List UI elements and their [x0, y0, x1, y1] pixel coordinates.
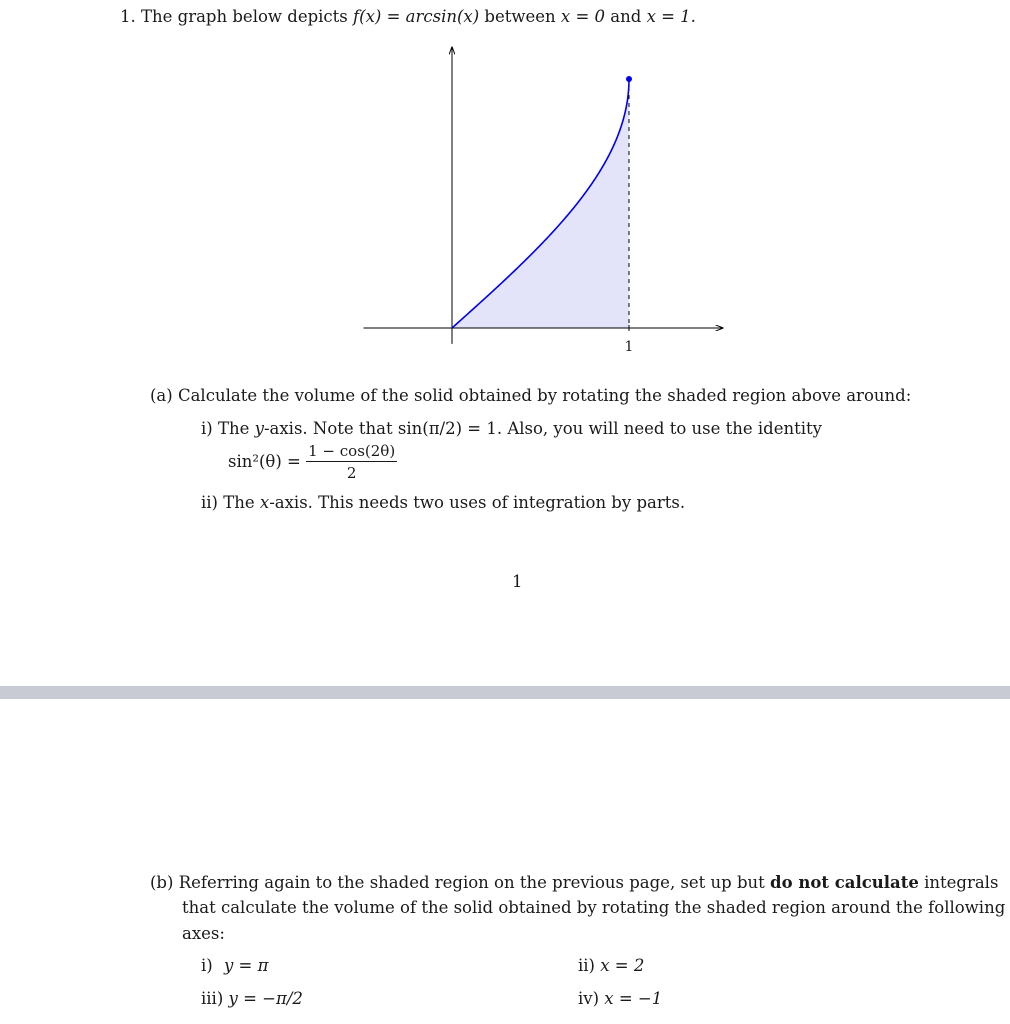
part-b-item-ii: [578, 956, 644, 976]
identity-denominator: 2: [346, 464, 357, 482]
intro-x0: x = 0: [560, 7, 606, 26]
part-b-item-label: i): [201, 956, 213, 975]
page-number: 1: [512, 572, 523, 591]
identity-fraction: [306, 442, 397, 482]
part-b-line1-pre: Referring again to the shaded region on the previous page, set up but: [178, 873, 765, 892]
identity-lhs: sin²(θ) =: [228, 452, 301, 471]
part-b-item-iv: [578, 989, 662, 1009]
part-a-ii: [201, 493, 685, 513]
page-separator: [0, 686, 1010, 699]
part-b-bold-text: do not calculate: [770, 873, 919, 892]
part-b-line-1: [150, 873, 998, 893]
part-b-item-iii: [201, 989, 303, 1009]
part-b-item-eq: y = π: [223, 956, 269, 975]
part-b-item-eq: x = 2: [600, 956, 645, 975]
part-a-i-the: The: [217, 419, 250, 438]
intro-text: The graph below depicts: [141, 7, 348, 26]
part-a-ii-text: -axis. This needs two uses of integration by parts.: [269, 493, 686, 512]
page-2: [0, 699, 1010, 1024]
part-b-item-label: ii): [578, 956, 595, 975]
part-a-text: Calculate the volume of the solid obtained by rotating the shaded region above around:: [177, 386, 912, 405]
part-b-item-eq: x = −1: [604, 989, 663, 1008]
part-b-item-i: [201, 956, 268, 976]
identity-formula: [228, 442, 397, 482]
intro-function: f(x) = arcsin(x): [353, 7, 480, 26]
part-b-item-label: iii): [201, 989, 224, 1008]
identity-numerator: 1 − cos(2θ): [308, 442, 396, 460]
part-a-label: (a): [150, 386, 173, 405]
question-number: 1.: [120, 7, 136, 26]
intro-and: and: [610, 7, 642, 26]
part-b-line-3: axes:: [182, 924, 225, 943]
part-a-i-var: y: [254, 419, 264, 438]
shaded-region: [452, 79, 629, 328]
part-b-item-label: iv): [578, 989, 600, 1008]
part-a-heading: [150, 386, 911, 406]
part-a-ii-var: x: [259, 493, 270, 512]
part-b-line1-post: integrals: [924, 873, 999, 892]
arcsin-graph: [355, 40, 725, 360]
x-tick-label: 1: [624, 339, 634, 355]
part-a-i-text: -axis. Note that sin(π/2) = 1. Also, you will need to use the identity: [263, 419, 822, 438]
intro-x1: x = 1.: [646, 7, 696, 26]
part-b-label: (b): [150, 873, 174, 892]
part-b-line-2: that calculate the volume of the solid obtained by rotating the shaded region around the following: [182, 898, 1006, 917]
question-1-intro: [120, 7, 696, 27]
part-a-i: [201, 419, 822, 439]
part-a-ii-label: ii): [201, 493, 218, 512]
part-b-item-eq: y = −π/2: [228, 989, 303, 1008]
part-a-i-label: i): [201, 419, 213, 438]
intro-between: between: [484, 7, 556, 26]
curve-endpoint: [626, 76, 632, 82]
part-a-ii-the: The: [223, 493, 255, 512]
